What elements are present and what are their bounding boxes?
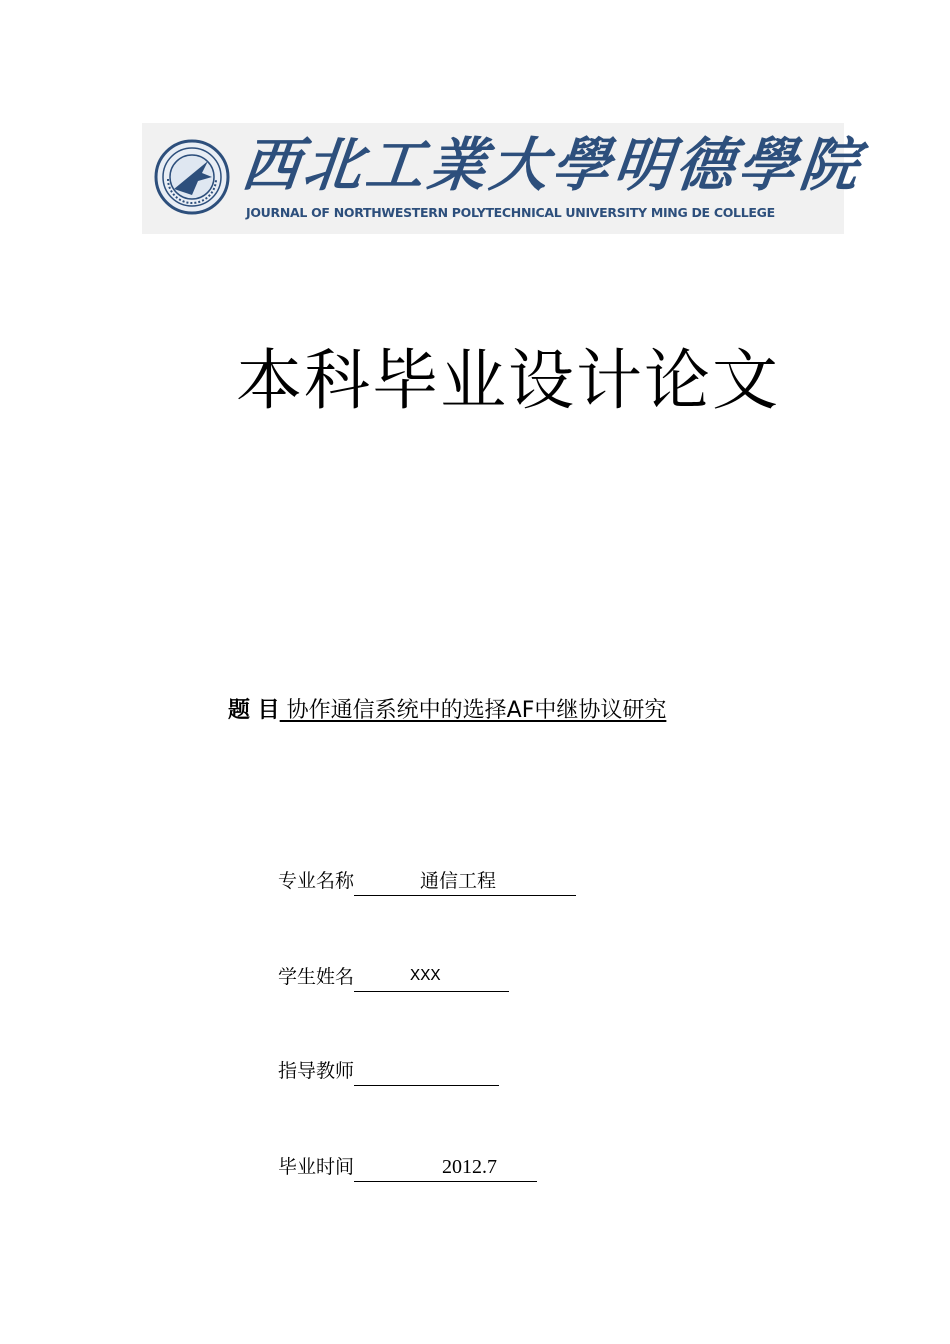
topic-label: 题 目 [228, 698, 280, 723]
field-label: 专业名称 [278, 870, 355, 892]
document-title: 本科毕业设计论文 [236, 342, 780, 419]
field-row-student [278, 962, 509, 992]
field-value: 2012.7 [442, 1156, 498, 1178]
school-name-en: JOURNAL OF NORTHWESTERN POLYTECHNICAL UNIVERSITY MING DE COLLEGE [246, 205, 775, 220]
university-seal-icon [154, 139, 230, 215]
field-value: 通信工程 [420, 870, 497, 892]
field-value-line [354, 1057, 499, 1086]
field-label: 指导教师 [278, 1060, 355, 1082]
field-value-line [354, 867, 576, 896]
field-value-line [354, 963, 509, 992]
field-value-line [354, 1153, 537, 1182]
field-label: 毕业时间 [278, 1156, 355, 1178]
topic-value: 协作通信系统中的选择AF中继协议研究 [279, 698, 667, 723]
field-label: 学生姓名 [278, 966, 355, 988]
field-row-major [278, 866, 576, 896]
school-name-cn: 西北工業大學明德學院 [238, 131, 866, 199]
college-banner [142, 123, 866, 234]
field-row-graduation [278, 1152, 537, 1182]
field-value: XXX [410, 967, 441, 986]
topic-row [228, 694, 666, 728]
field-row-advisor [278, 1056, 499, 1086]
